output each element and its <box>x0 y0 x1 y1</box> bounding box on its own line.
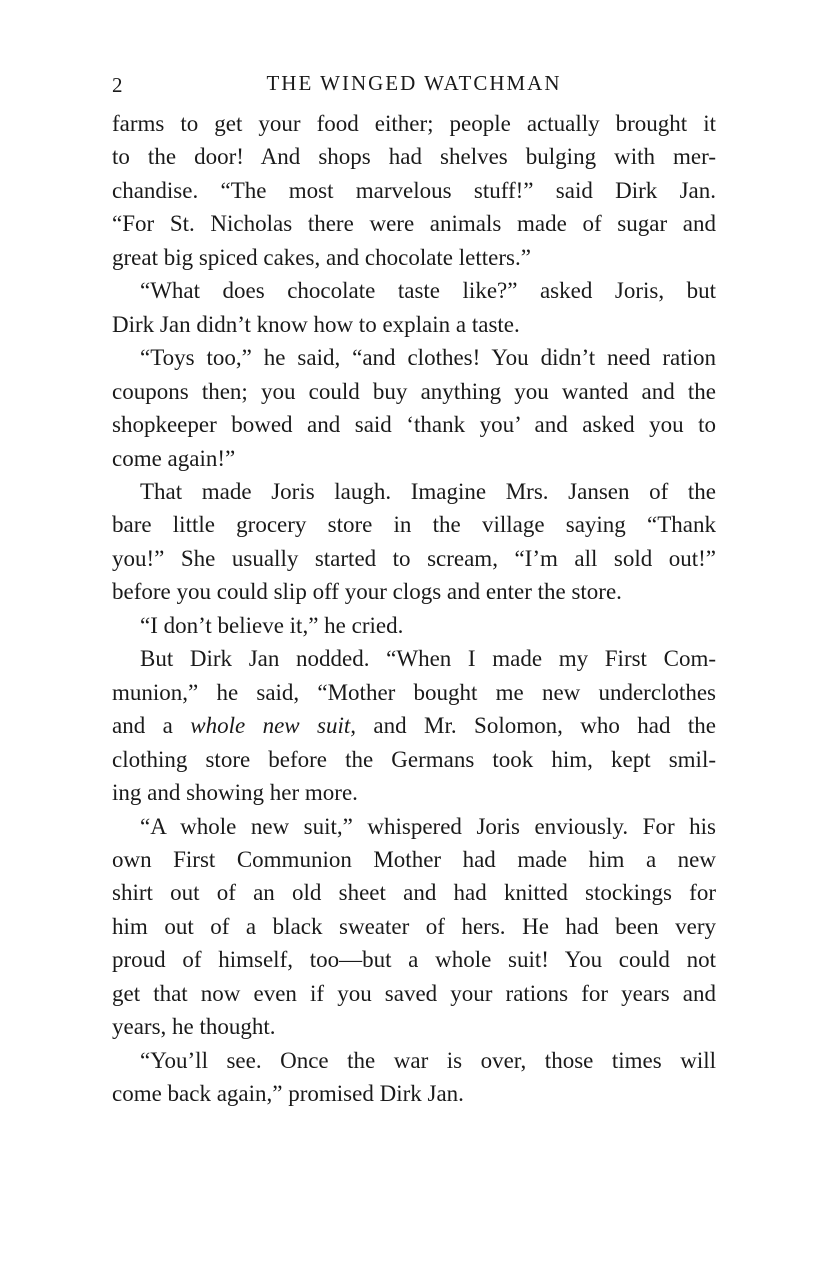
text-line: own First Communion Mother had made him a new <box>112 846 716 872</box>
text-line: coupons then; you could buy anything you wanted and the <box>112 378 716 404</box>
text-line: clothing store before the Germans took him, kept smil- <box>112 746 716 772</box>
text-line: farms to get your food either; people actually brought it <box>112 111 716 136</box>
text-line: to the door! And shops had shelves bulging with mer- <box>112 144 716 170</box>
text-line: munion,” he said, “Mother bought me new underclothes <box>112 679 716 705</box>
paragraph <box>112 274 716 341</box>
paragraph <box>112 642 716 809</box>
text-line: Dirk Jan didn’t know how to explain a taste. <box>112 311 520 337</box>
text-line: before you could slip off your clogs and enter the store. <box>112 579 622 605</box>
paragraph <box>112 810 716 1044</box>
text-line: him out of a black sweater of hers. He had been very <box>112 913 716 939</box>
text-line: years, he thought. <box>112 1014 276 1040</box>
text-line: “A whole new suit,” whispered Joris enviously. For his <box>140 813 716 839</box>
text-line: great big spiced cakes, and chocolate letters.” <box>112 244 531 270</box>
text-line: chandise. “The most marvelous stuff!” said Dirk Jan. <box>112 177 716 203</box>
text-line: get that now even if you saved your rations for years and <box>112 980 716 1006</box>
text-line: come back again,” promised Dirk Jan. <box>112 1081 464 1107</box>
paragraph <box>112 475 716 609</box>
text-line: and a whole new suit, and Mr. Solomon, who had the <box>112 713 716 739</box>
text-line: “For St. Nicholas there were animals made of sugar and <box>112 211 716 237</box>
text-line: “I don’t believe it,” he cried. <box>140 612 404 638</box>
paragraph <box>112 107 716 274</box>
text-line: “What does chocolate taste like?” asked Joris, but <box>140 278 716 304</box>
text-line: shopkeeper bowed and said ‘thank you’ and asked you to <box>112 412 716 438</box>
paragraph <box>112 1044 716 1111</box>
page-text <box>112 107 716 1111</box>
paragraph <box>112 609 716 642</box>
text-line: you!” She usually started to scream, “I’m all sold out!” <box>112 545 716 571</box>
text-line: “Toys too,” he said, “and clothes! You didn’t need ration <box>140 345 716 371</box>
paragraph <box>112 341 716 475</box>
text-line: But Dirk Jan nodded. “When I made my First Com- <box>140 646 716 672</box>
page-header <box>112 71 716 99</box>
page-number: 2 <box>112 73 123 97</box>
text-line: come again!” <box>112 445 236 471</box>
text-line: bare little grocery store in the village saying “Thank <box>112 512 716 538</box>
text-line: shirt out of an old sheet and had knitted stockings for <box>112 880 716 906</box>
text-line: ing and showing her more. <box>112 780 358 806</box>
text-line: That made Joris laugh. Imagine Mrs. Jansen of the <box>140 478 716 504</box>
text-line: “You’ll see. Once the war is over, those times will <box>140 1047 716 1073</box>
text-line: proud of himself, too—but a whole suit! You could not <box>112 947 716 973</box>
running-title: THE WINGED WATCHMAN <box>266 71 562 95</box>
